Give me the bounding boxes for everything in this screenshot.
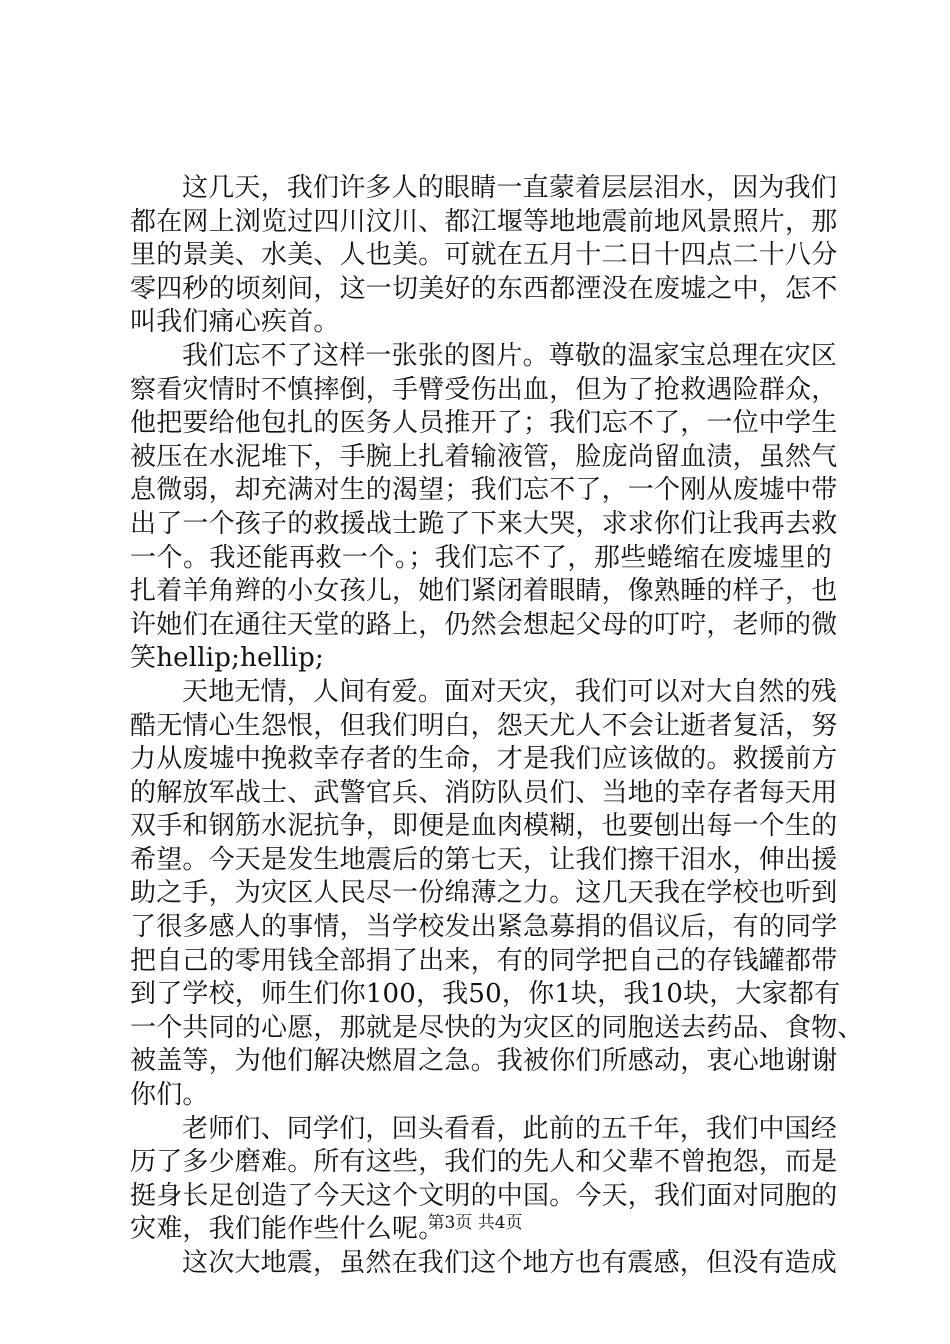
text-line: 老师们、同学们，回头看看，此前的五千年，我们中国经 <box>182 1113 838 1144</box>
page-number-footer <box>0 1212 950 1234</box>
text-line: 叫我们痛心疾首。 <box>130 307 340 338</box>
page-number-label: 第3页 共4页 <box>427 1213 523 1233</box>
text-line: 力从废墟中挽救幸存者的生命，才是我们应该做的。救援前方 <box>130 744 838 775</box>
paragraph-3 <box>130 676 864 1113</box>
text-line: 许她们在通往天堂的路上，仍然会想起父母的叮咛，老师的微 <box>130 609 838 640</box>
text-line: 到了学校，师生们你100，我50，你1块，我10块，大家都有 <box>130 979 841 1010</box>
text-line: 酷无情心生怨恨，但我们明白，怨天尤人不会让逝者复活，努 <box>130 710 838 741</box>
text-line: 出了一个孩子的救援战士跪了下来大哭，求求你们让我再去救 <box>130 508 838 539</box>
text-line: 一个。我还能再救一个。；我们忘不了，那些蜷缩在废墟里的 <box>130 542 832 573</box>
text-line: 挺身长足创造了今天这个文明的中国。今天，我们面对同胞的 <box>130 1180 838 1211</box>
text-line: 零四秒的顷刻间，这一切美好的东西都湮没在废墟之中，怎不 <box>130 273 838 304</box>
text-line: 一个共同的心愿，那就是尽快的为灾区的同胞送去药品、食物、 <box>130 1012 864 1043</box>
text-line: 希望。今天是发生地震后的第七天，让我们擦干泪水，伸出援 <box>130 844 838 875</box>
text-line: 息微弱，却充满对生的渴望；我们忘不了，一个刚从废墟中带 <box>130 475 838 506</box>
text-line: 笑hellip;hellip; <box>130 643 324 674</box>
text-line: 我们忘不了这样一张张的图片。尊敬的温家宝总理在灾区 <box>182 340 838 371</box>
paragraph-2 <box>130 340 838 676</box>
text-line: 你们。 <box>130 1080 209 1111</box>
text-line: 被盖等，为他们解决燃眉之急。我被你们所感动，衷心地谢谢 <box>130 1046 838 1077</box>
text-line: 的解放军战士、武警官兵、消防队员们、当地的幸存者每天用 <box>130 777 838 808</box>
text-line: 天地无情，人间有爱。面对天灾，我们可以对大自然的残 <box>182 676 838 707</box>
text-line: 扎着羊角辫的小女孩儿，她们紧闭着眼睛，像熟睡的样子，也 <box>130 576 838 607</box>
text-line: 被压在水泥堆下，手腕上扎着输液管，脸庞尚留血渍，虽然气 <box>130 441 838 472</box>
text-line: 把自己的零用钱全部捐了出来，有的同学把自己的存钱罐都带 <box>130 945 838 976</box>
text-line: 他把要给他包扎的医务人员推开了；我们忘不了，一位中学生 <box>130 408 838 439</box>
paragraph-5 <box>130 1247 838 1281</box>
text-line: 这几天，我们许多人的眼睛一直蒙着层层泪水，因为我们 <box>182 173 838 203</box>
text-line: 这次大地震，虽然在我们这个地方也有震感，但没有造成 <box>182 1248 838 1278</box>
paragraph-1 <box>130 172 838 340</box>
text-line: 里的景美、水美、人也美。可就在五月十二日十四点二十八分 <box>130 240 838 271</box>
text-line: 灾难，我们能作些什么呢。 <box>130 1214 445 1245</box>
text-line: 助之手，为灾区人民尽一份绵薄之力。这几天我在学校也听到 <box>130 878 838 909</box>
text-line: 察看灾情时不慎摔倒，手臂受伤出血，但为了抢救遇险群众， <box>130 374 838 405</box>
text-line: 了很多感人的事情，当学校发出紧急募捐的倡议后，有的同学 <box>130 912 838 943</box>
text-line: 历了多少磨难。所有这些，我们的先人和父辈不曾抱怨，而是 <box>130 1147 838 1178</box>
text-line: 双手和钢筋水泥抗争，即便是血肉模糊，也要刨出每一个生的 <box>130 811 838 842</box>
text-line: 都在网上浏览过四川汶川、都江堰等地地震前地风景照片，那 <box>130 206 838 237</box>
document-body <box>130 172 864 1281</box>
